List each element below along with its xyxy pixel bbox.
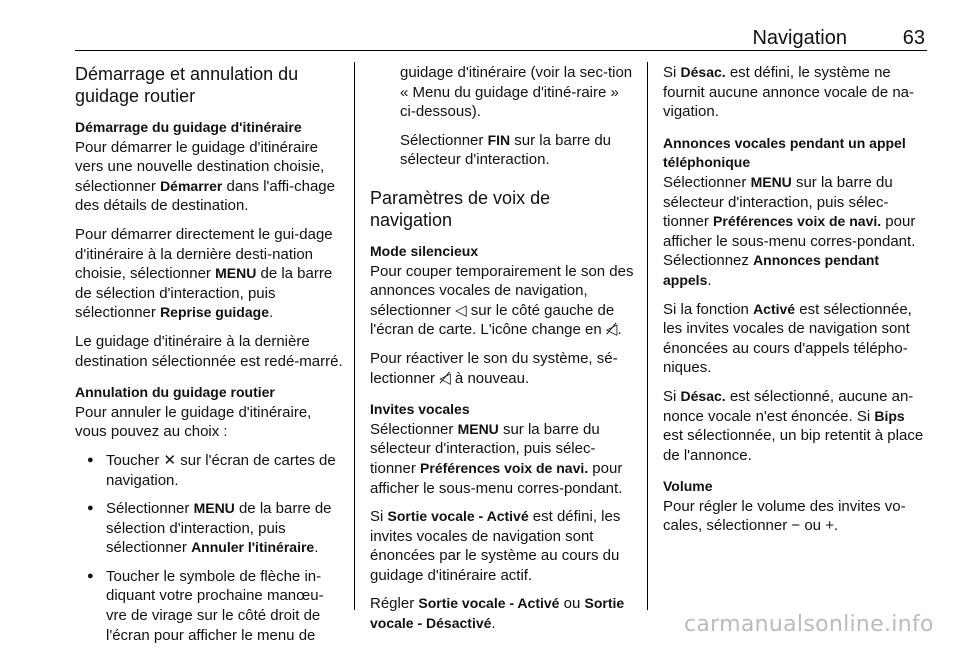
column-divider xyxy=(647,62,648,610)
paragraph: Pour annuler le guidage d'itinéraire, vous pouvez au choix : xyxy=(75,403,312,441)
sound-icon: ◁ xyxy=(455,301,467,319)
list-item: ● Toucher ✕ sur l'écran de cartes de navigation. xyxy=(75,451,343,490)
paragraph: Si Désac. est défini, le système ne fournit aucune annonce vocale de na-vigation. xyxy=(663,64,915,121)
header-title: Navigation xyxy=(752,27,847,49)
bullet-list xyxy=(75,451,343,645)
subheading: Annonces vocales pendant un appel téléphonique xyxy=(663,134,906,171)
header-rule xyxy=(75,50,927,51)
list-item: ● Toucher le symbole de flèche in-diquant votre prochaine manœu-vre de virage sur le côté droit de l'écran pour afficher le menu de xyxy=(75,567,343,645)
section-heading: Démarrage et annulation du guidage routier xyxy=(75,64,299,106)
paragraph: Sélectionner MENU sur la barre du sélecteur d'interaction, puis sélec-tionner Préférences voix de navi. pour afficher le sous-menu corres-pondant. Sélectionnez Annonces pendant appels. xyxy=(663,173,916,289)
column-1 xyxy=(75,63,343,654)
subheading: Annulation du guidage routier xyxy=(75,384,275,401)
paragraph: Pour régler le volume des invites vo-cales, sélectionner − ou +. xyxy=(663,497,906,535)
paragraph: Sélectionner MENU sur la barre du sélecteur d'interaction, puis sélec-tionner Préférences voix de navi. pour afficher le sous-menu corres-pondant. xyxy=(370,420,623,497)
close-icon: ✕ xyxy=(163,451,177,469)
section-heading: Paramètres de voix de navigation xyxy=(370,187,551,230)
paragraph: Si Sortie vocale - Activé est défini, les invites vocales de navigation sont énoncées par le système au cours du guidage d'itinéraire actif. xyxy=(370,508,621,584)
paragraph: Si Désac. est sélectionné, aucune an-nonce vocale n'est énoncée. Si Bips est sélectionnée, un bip retentit à place de l'annonce. xyxy=(663,387,924,464)
plus-icon: + xyxy=(825,517,834,535)
column-3 xyxy=(663,63,927,545)
sound-muted-icon: ◁̸ xyxy=(439,369,451,387)
paragraph: Pour couper temporairement le son des annonces vocales de navigation, sélectionner ◁ sur le côté gauche de l'écran de carte. L'icône change en ◁̸. xyxy=(370,262,634,339)
sound-muted-icon: ◁̸ xyxy=(605,321,618,339)
paragraph: Le guidage d'itinéraire à la dernière destination sélectionnée est redé-marré. xyxy=(75,332,343,370)
paragraph: guidage d'itinéraire (voir la sec-tion « Menu du guidage d'itiné-raire » ci-dessous). xyxy=(400,64,633,121)
paragraph: Régler Sortie vocale - Activé ou Sortie vocale - Désactivé. xyxy=(370,595,625,633)
page-number: 63 xyxy=(902,27,925,49)
watermark-logo: carmanualsonline.info xyxy=(684,612,934,637)
paragraph: Pour démarrer le guidage d'itinéraire vers une nouvelle destination choisie, sélectionner Démarrer dans l'affi-chage des détails de destination. xyxy=(75,138,335,215)
column-divider xyxy=(354,62,355,610)
minus-icon: − xyxy=(791,517,801,535)
page-header xyxy=(75,27,927,51)
paragraph: Pour démarrer directement le gui-dage d'itinéraire à la dernière desti-nation choisie, sélectionner MENU de la barre de sélection d'interaction, puis sélectionner Reprise guidage. xyxy=(75,225,333,322)
paragraph: Si la fonction Activé est sélectionnée, les invites vocales de navigation sont énoncées au cours d'appels télépho-niques. xyxy=(663,300,912,377)
column-2 xyxy=(370,63,636,643)
subheading: Mode silencieux xyxy=(370,242,479,259)
subheading: Invites vocales xyxy=(370,401,470,418)
paragraph: Sélectionner FIN sur la barre du sélecteur d'interaction. xyxy=(400,131,612,169)
list-item: ● Sélectionner MENU de la barre de sélection d'interaction, puis sélectionner Annuler l'itinéraire. xyxy=(75,499,343,558)
paragraph: Pour réactiver le son du système, sé-lectionner ◁̸ à nouveau. xyxy=(370,349,618,387)
subheading: Volume xyxy=(663,478,713,495)
subheading: Démarrage du guidage d'itinéraire xyxy=(75,119,302,135)
